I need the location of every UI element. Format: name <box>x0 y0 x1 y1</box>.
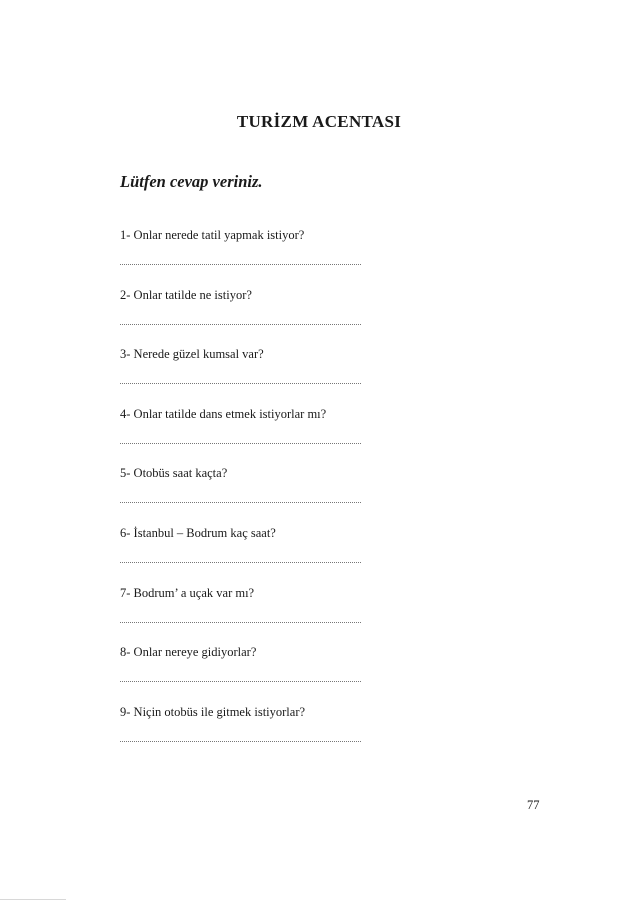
question-text: 5- Otobüs saat kaçta? <box>120 466 228 481</box>
question-text: 1- Onlar nerede tatil yapmak istiyor? <box>120 228 305 242</box>
question-text: 7- Bodrum’ a uçak var mı? <box>120 585 255 600</box>
answer-line[interactable] <box>120 443 361 444</box>
answer-line[interactable] <box>120 264 361 265</box>
corner-divider <box>0 899 66 900</box>
page-number: 77 <box>527 798 540 812</box>
question-item <box>120 705 370 765</box>
question-item <box>120 228 370 288</box>
question-item <box>120 347 370 407</box>
question-text: 9- Niçin otobüs ile gitmek istiyorlar? <box>120 704 306 719</box>
answer-line[interactable] <box>120 502 361 503</box>
question-list <box>120 228 370 764</box>
question-text: 2- Onlar tatilde ne istiyor? <box>120 287 252 302</box>
question-item <box>120 586 370 646</box>
answer-line[interactable] <box>120 681 361 682</box>
question-text: 6- İstanbul – Bodrum kaç saat? <box>120 525 276 540</box>
question-text: 4- Onlar tatilde dans etmek istiyorlar mı? <box>120 406 327 421</box>
page-title: TURİZM ACENTASI <box>236 112 402 131</box>
question-text: 3- Nerede güzel kumsal var? <box>120 347 264 362</box>
answer-line[interactable] <box>120 741 361 742</box>
question-item <box>120 407 370 467</box>
answer-line[interactable] <box>120 324 361 325</box>
answer-line[interactable] <box>120 383 361 384</box>
question-item <box>120 526 370 586</box>
answer-line[interactable] <box>120 622 361 623</box>
instruction-text: Lütfen cevap veriniz. <box>120 172 263 191</box>
question-item <box>120 288 370 348</box>
question-text: 8- Onlar nereye gidiyorlar? <box>120 645 257 660</box>
question-item <box>120 466 370 526</box>
answer-line[interactable] <box>120 562 361 563</box>
question-item <box>120 645 370 705</box>
